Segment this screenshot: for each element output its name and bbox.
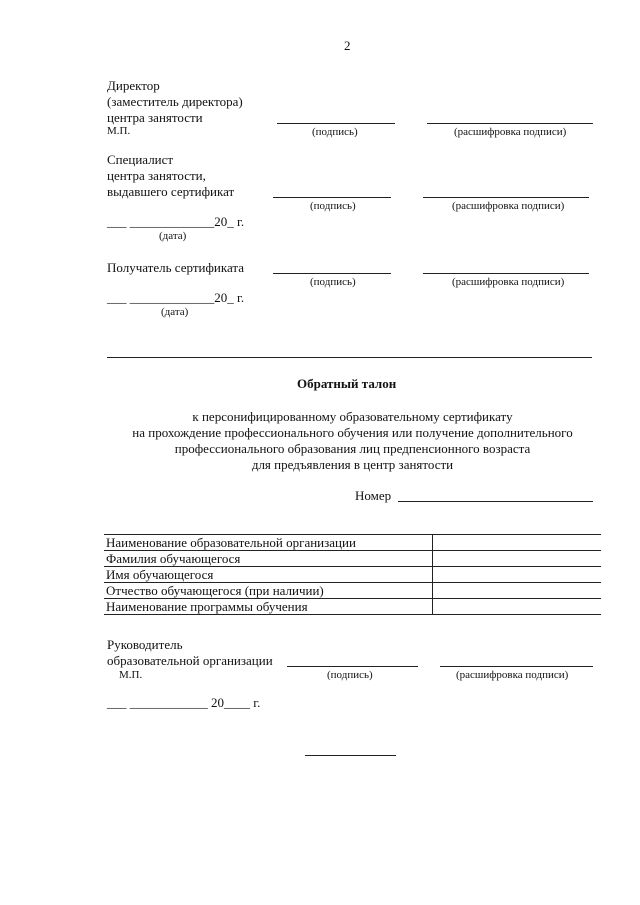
table-row: [104, 551, 601, 567]
surname-value[interactable]: [433, 551, 601, 567]
director-title: Директор: [107, 78, 160, 93]
director-signature-caption: (подпись): [312, 126, 358, 138]
specialist-signature-caption: (подпись): [310, 200, 356, 212]
table-row: [104, 583, 601, 599]
director-decoding-line[interactable]: [427, 123, 593, 124]
recipient-signature-line[interactable]: [273, 273, 391, 274]
first-name-value[interactable]: [433, 567, 601, 583]
director-center: центра занятости: [107, 110, 203, 125]
head-signature-line[interactable]: [287, 666, 418, 667]
recipient-date-caption: (дата): [161, 306, 189, 318]
specialist-issued: выдавшего сертификат: [107, 184, 235, 199]
recipient-label: Получатель сертификата: [107, 260, 245, 275]
end-rule: [305, 755, 396, 756]
recipient-signature-caption: (подпись): [310, 276, 356, 288]
director-signature-line[interactable]: [277, 123, 395, 124]
head-title: Руководитель: [107, 637, 183, 652]
patronymic-label: Отчество обучающегося (при наличии): [104, 583, 433, 599]
recipient-decoding-line[interactable]: [423, 273, 589, 274]
recipient-date-line[interactable]: ___ _____________20_ г.: [107, 290, 245, 305]
org-name-value[interactable]: [433, 535, 601, 551]
surname-label: Фамилия обучающегося: [104, 551, 433, 567]
patronymic-value[interactable]: [433, 583, 601, 599]
head-decoding-line[interactable]: [440, 666, 593, 667]
page-number: 2: [344, 38, 351, 53]
number-label: Номер: [355, 488, 392, 503]
org-name-label: Наименование образовательной организации: [104, 535, 433, 551]
recipient-decoding-caption: (расшифровка подписи): [452, 276, 565, 288]
head-date-line[interactable]: ___ ____________ 20____ г.: [107, 695, 261, 710]
specialist-date-caption: (дата): [159, 230, 187, 242]
head-organization: образовательной организации: [107, 653, 273, 668]
program-name-label: Наименование программы обучения: [104, 599, 433, 615]
return-slip-subtitle-2: на прохождение профессионального обучения или получение дополнительного: [132, 425, 573, 440]
return-slip-subtitle-4: для предъявления в центр занятости: [251, 457, 454, 472]
specialist-decoding-line[interactable]: [423, 197, 589, 198]
table-row: [104, 535, 601, 551]
student-info-table: [104, 534, 601, 615]
number-input-line[interactable]: [398, 501, 593, 502]
director-stamp: М.П.: [107, 125, 131, 137]
program-name-value[interactable]: [433, 599, 601, 615]
specialist-date-line[interactable]: ___ _____________20_ г.: [107, 214, 245, 229]
specialist-signature-line[interactable]: [273, 197, 391, 198]
head-stamp: М.П.: [119, 669, 143, 681]
return-slip-title: Обратный талон: [297, 376, 397, 391]
first-name-label: Имя обучающегося: [104, 567, 433, 583]
head-decoding-caption: (расшифровка подписи): [456, 669, 569, 681]
director-decoding-caption: (расшифровка подписи): [454, 126, 567, 138]
cut-line-divider: [107, 357, 592, 358]
specialist-decoding-caption: (расшифровка подписи): [452, 200, 565, 212]
specialist-title: Специалист: [107, 152, 174, 167]
return-slip-subtitle-1: к персонифицированному образовательному сертификату: [192, 409, 513, 424]
return-slip-subtitle-3: профессионального образования лиц предпенсионного возраста: [174, 441, 531, 456]
table-row: [104, 567, 601, 583]
specialist-center: центра занятости,: [107, 168, 206, 183]
director-deputy: (заместитель директора): [107, 94, 243, 109]
head-signature-caption: (подпись): [327, 669, 373, 681]
table-row: [104, 599, 601, 615]
